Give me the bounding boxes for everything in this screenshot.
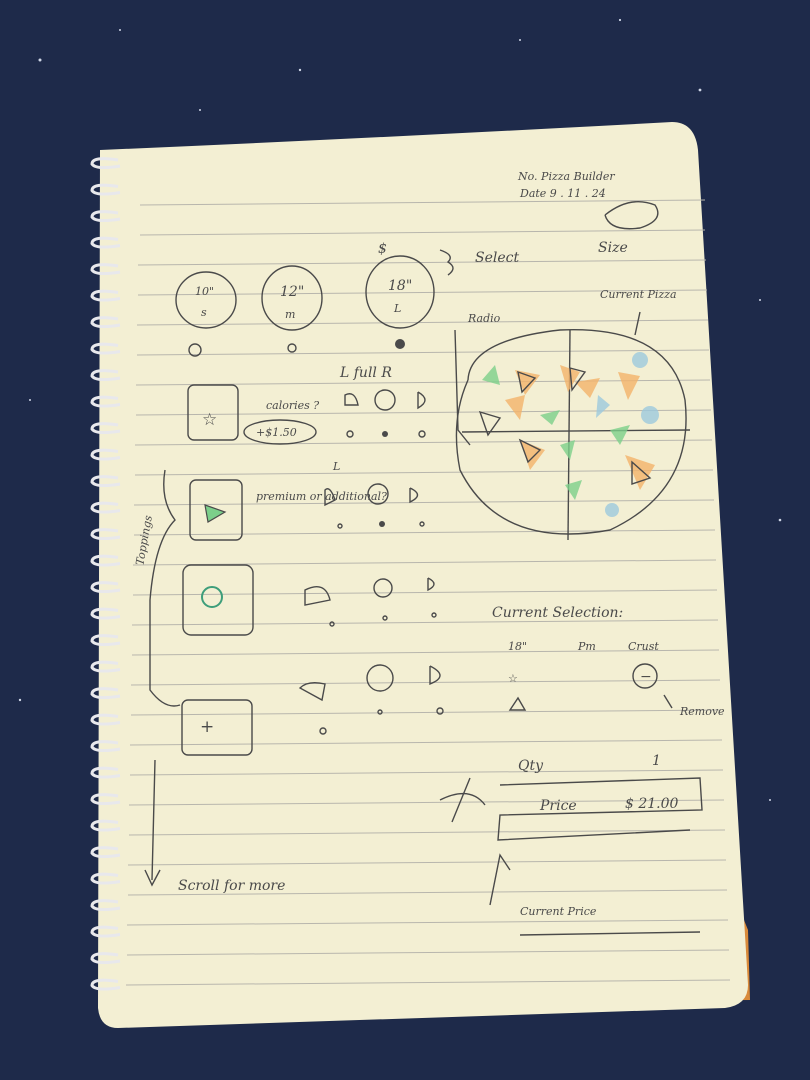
star-icon: ☆ (508, 672, 518, 685)
selection-crust: Crust (628, 640, 659, 653)
size-price-symbol: $ (378, 241, 387, 257)
qty-value[interactable]: 1 (652, 753, 661, 769)
header-title: No. Pizza Builder (518, 170, 615, 183)
size-select-label: Select (475, 250, 520, 266)
row2-label: L (333, 460, 341, 473)
qty-label: Qty (518, 758, 544, 774)
size-option-code: s (201, 306, 207, 319)
side-header: L full R (340, 365, 392, 381)
price-value: $ 21.00 (625, 796, 679, 812)
add-icon: + (200, 717, 215, 737)
calories-label: calories ? (266, 399, 320, 412)
radio-label: Radio (468, 312, 501, 325)
topping-radio-full (382, 431, 388, 437)
size-label-right: Size (598, 240, 628, 256)
topping-price-note: +$1.50 (256, 426, 297, 439)
size-radio-selected (395, 339, 405, 349)
topping-radio-full (379, 521, 385, 527)
selection-topping: Pm (578, 640, 596, 653)
minus-icon: − (640, 669, 652, 685)
scroll-note: Scroll for more (178, 878, 286, 894)
current-price-note: Current Price (520, 905, 597, 918)
remove-label: Remove (680, 705, 725, 718)
price-label: Price (540, 798, 577, 814)
star-icon: ☆ (202, 410, 218, 430)
premium-note: premium or additional? (256, 490, 387, 503)
size-option-inch: 12" (280, 284, 305, 300)
header-date: Date 9 . 11 . 24 (520, 187, 606, 200)
size-option-code: L (394, 302, 402, 315)
selection-size: 18" (508, 640, 528, 653)
size-option-inch: 10" (195, 285, 215, 298)
size-option-inch: 18" (388, 278, 413, 294)
selection-title: Current Selection: (492, 605, 624, 621)
size-option-code: m (285, 308, 296, 321)
side-tag: Toppings (133, 514, 155, 567)
current-pizza-label: Current Pizza (600, 288, 677, 301)
